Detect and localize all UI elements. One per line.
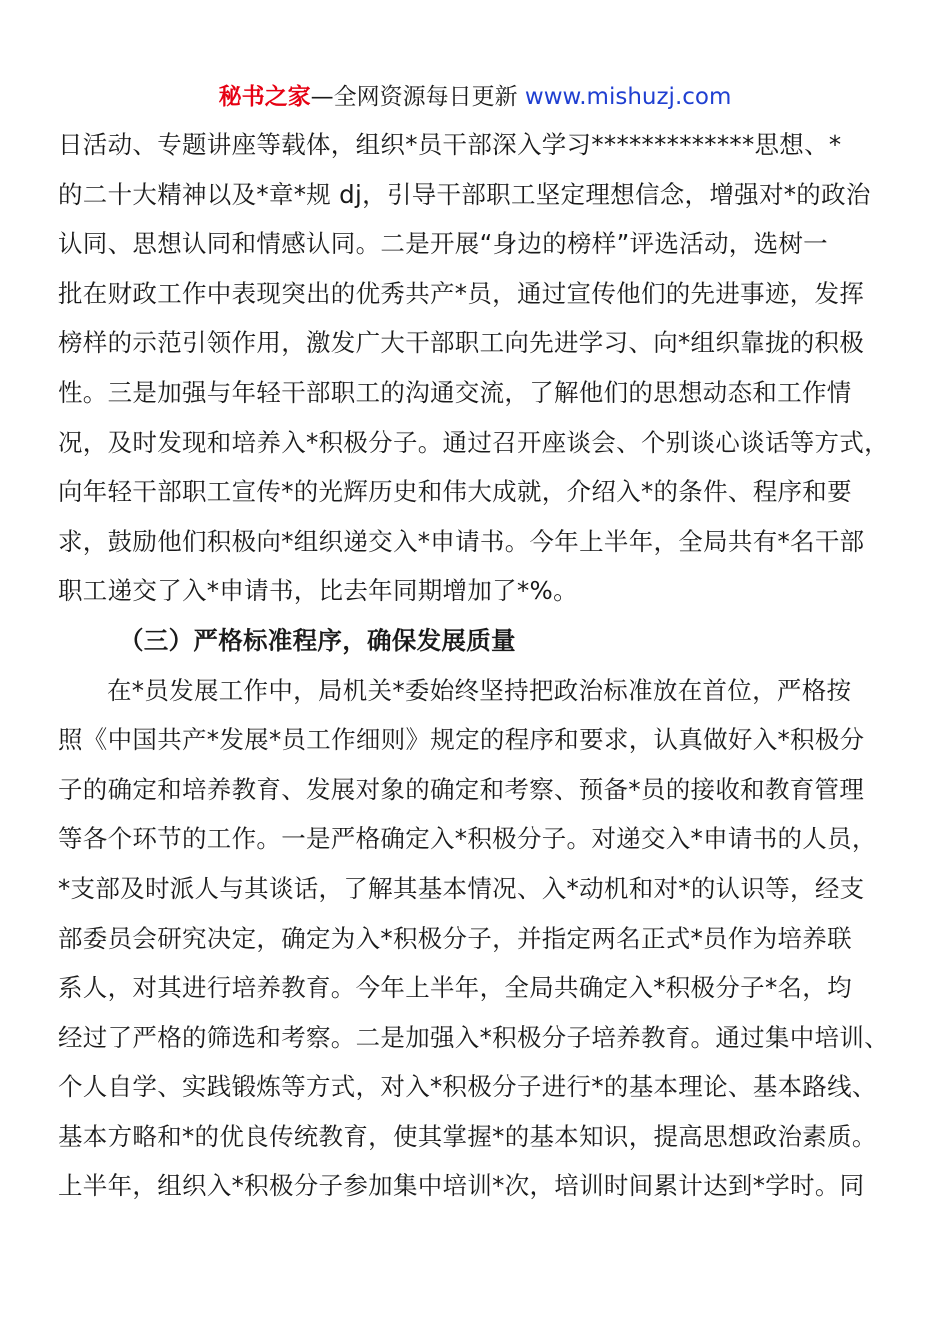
text-line: 部委员会研究决定，确定为入*积极分子，并指定两名正式*员作为培养联 [58,923,852,953]
text-line: 批在财政工作中表现突出的优秀共产*员，通过宣传他们的先进事迹，发挥 [58,278,865,308]
text-line: 性。三是加强与年轻干部职工的沟通交流，了解他们的思想动态和工作情 [58,377,852,407]
text-line: 子的确定和培养教育、发展对象的确定和考察、预备*员的接收和教育管理 [58,774,865,804]
text-line: 照《中国共产*发展*员工作细则》规定的程序和要求，认真做好入*积极分 [58,725,865,755]
document-body [58,120,898,1211]
text-line: *支部及时派人与其谈话，了解其基本情况、入*动机和对*的认识等，经支 [58,873,865,903]
section-heading: （三）严格标准程序，确保发展质量 [119,625,516,655]
brand-name: 秘书之家 [218,84,311,110]
text-line: 认同、思想认同和情感认同。二是开展“身边的榜样”评选活动，选树一 [58,229,828,259]
text-line: 的二十大精神以及*章*规 dj，引导干部职工坚定理想信念，增强对*的政治 [58,179,871,209]
page-header [0,82,950,112]
header-tagline: —全网资源每日更新 [310,84,518,110]
text-line: 系人，对其进行培养教育。今年上半年，全局共确定入*积极分子*名，均 [58,973,852,1003]
text-line: 向年轻干部职工宣传*的光辉历史和伟大成就，介绍入*的条件、程序和要 [58,477,852,507]
text-line: 基本方略和*的优良传统教育，使其掌握*的基本知识，提高思想政治素质。 [58,1121,877,1151]
text-line: 上半年，组织入*积极分子参加集中培训*次，培训时间累计达到*学时。同 [58,1171,865,1201]
text-line: 个人自学、实践锻炼等方式，对入*积极分子进行*的基本理论、基本路线、 [58,1072,877,1102]
paragraph-first-line: 在*员发展工作中，局机关*委始终坚持把政治标准放在首位，严格按 [107,675,852,705]
site-url[interactable]: www.mishuzj.com [524,84,732,110]
text-line: 日活动、专题讲座等载体，组织*员干部深入学习*************思想、* [58,130,842,159]
text-line: 经过了严格的筛选和考察。二是加强入*积极分子培养教育。通过集中培训、 [58,1022,889,1052]
text-line: 等各个环节的工作。一是严格确定入*积极分子。对递交入*申请书的人员， [58,824,877,854]
text-line: 求，鼓励他们积极向*组织递交入*申请书。今年上半年，全局共有*名干部 [58,526,865,556]
text-line: 榜样的示范引领作用，激发广大干部职工向先进学习、向*组织靠拢的积极 [58,328,865,358]
text-line: 况，及时发现和培养入*积极分子。通过召开座谈会、个别谈心谈话等方式， [58,427,889,457]
text-line: 职工递交了入*申请书，比去年同期增加了*%。 [58,576,578,606]
